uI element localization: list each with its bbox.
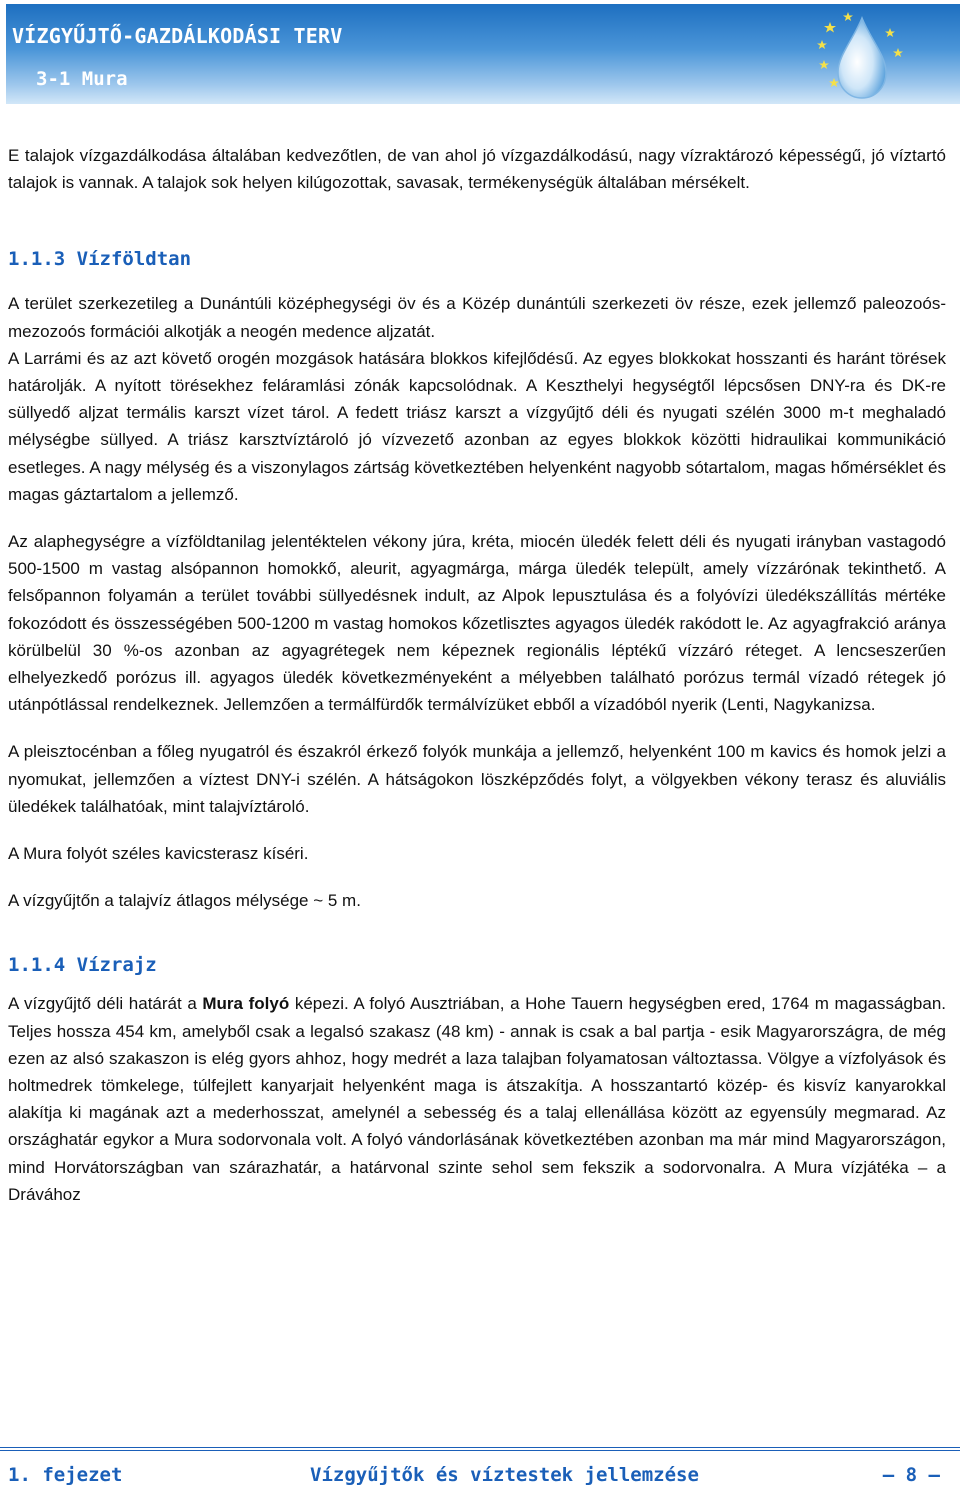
bold-term: Mura folyó	[202, 994, 290, 1014]
page-content	[8, 142, 946, 1228]
text-run: képezi. A folyó Ausztriában, a Hohe Tauern hegységben ered, 1764 m magasságban. Teljes hossza 454 km, amelyből csak a legalsó szakasz (48 km) - annak is csak a bal partja - esik Magyarországra, de még ezen az alsó szakaszon is elég gyors ahhoz, hogy medrét a laza talajban folyamatosan változtassa. Völgye a vízfolyások és holtmedrek tömkelege, túlfejlett kanyarjait helyenként maga is átszakítja. A hosszantartó közép- és kisvíz kanyarokkal alakítja ki magának azt a mederhosszat, amelynél a sebesség és a talaj ellenállása között az egyensúly megmarad. Az országhatár egykor a Mura sodorvonala volt. A folyó vándorlásának következtében azonban ma már mind Magyarországon, mind Horvátországban van szárazhatár, a határvonal szinte sehol sem fekszik a sodorvonalra. A Mura vízjátéka – a Drávához	[8, 994, 947, 1204]
document-subtitle: 3-1 Mura	[36, 68, 128, 90]
footer-chapter: 1. fejezet	[8, 1464, 123, 1486]
section-heading-vizfoldtan: 1.1.3 Vízföldtan	[8, 248, 192, 271]
paragraph: A Mura folyót széles kavicsterasz kíséri.	[8, 844, 309, 864]
page-header	[6, 4, 960, 104]
paragraph: A vízgyűjtőn a talajvíz átlagos mélysége ~ 5 m.	[8, 891, 361, 911]
footer-title: Vízgyűjtők és víztestek jellemzése	[310, 1464, 699, 1486]
paragraph: A Larrámi és az azt követő orogén mozgások hatására blokkos kifejlődésű. Az egyes blokkokat hosszanti és haránt törések határolják. A nyított törésekhez feláramlási zónák kapcsolódnak. A Keszthelyi hegységtől lépcsősen DNY-ra és DK-re süllyedő aljzat termális karszt vízet tárol. A fedett triász karszt a vízgyűjtő déli és nyugati szélén 3000 m-t meghaladó mélységbe süllyed. A triász karsztvíztároló jó vízvezető azonban az egyes blokkok közötti hidraulikai kommunikáció esetleges. A nagy mélység és a viszonylagos zártság következtében helyenként nagyobb sótartalom, magas hőmérséklet és magas gáztartalom a jellemző.	[8, 348, 946, 504]
footer-divider	[0, 1450, 960, 1451]
intro-paragraph: E talajok vízgazdálkodása általában kedvezőtlen, de van ahol jó vízgazdálkodású, nagy vízraktározó képességű, jó víztartó talajok is vannak. A talajok sok helyen kilúgozottak, savasak, termékenységük általában mérsékelt.	[8, 146, 946, 193]
footer-divider	[0, 1447, 960, 1448]
paragraph: Az alaphegységre a vízföldtanilag jelentéktelen vékony júra, kréta, miocén üledék felett déli és nyugati irányban vastagodó 500-1500 m vastag alsópannon homokkő, aleurit, agyagmárga, márga üledék települt, amely vízzárónak tekinthető. A felsőpannon folyamán a terület további süllyedésnek indult, az Alpok lepusztulása és a folyóvízi üledékszállítás mértéke fokozódott és összességében 500-1200 m vastag homokos kőzetlisztes agyagos üledék rakódott le. Az agyagfrakció aránya körülbelül 30 %-os azonban az agyagrétegek nem képeznek regionális léptékű vízzáró réteget. A lencseszerűen elhelyezkedő porózus ill. agyagos üledék következményeként a mélyebben található porózus termál vízadó rétegek jó utánpótlással rendelkeznek. Jellemzően a termálfürdők termálvízüket ebből a vízadóból nyerik (Lenti, Nagykanizsa.	[8, 532, 946, 715]
paragraph: A terület szerkezetileg a Dunántúli középhegységi öv és a Közép dunántúli szerkezeti öv része, ezek jellemző paleozoós-mezozoós formációi alkotják a neogén medence aljzatát.	[8, 294, 946, 341]
text-run: A vízgyűjtő déli határát a	[8, 994, 203, 1014]
section-heading-vizrajz: 1.1.4 Vízrajz	[8, 954, 157, 977]
water-drop-stars-icon	[812, 4, 912, 108]
paragraph	[8, 990, 946, 1208]
page-number: – 8 –	[882, 1464, 940, 1486]
document-title: VÍZGYŰJTŐ-GAZDÁLKODÁSI TERV	[12, 24, 343, 48]
paragraph: A pleisztocénban a főleg nyugatról és északról érkező folyók munkája a jellemző, helyenként 100 m kavics és homok jelzi a nyomukat, jellemzően a víztest DNY-i szélén. A hátságokon löszképződés folyt, a völgyekben vékony terasz és aluviális üledékek találhatóak, mint talajvíztároló.	[8, 742, 946, 816]
